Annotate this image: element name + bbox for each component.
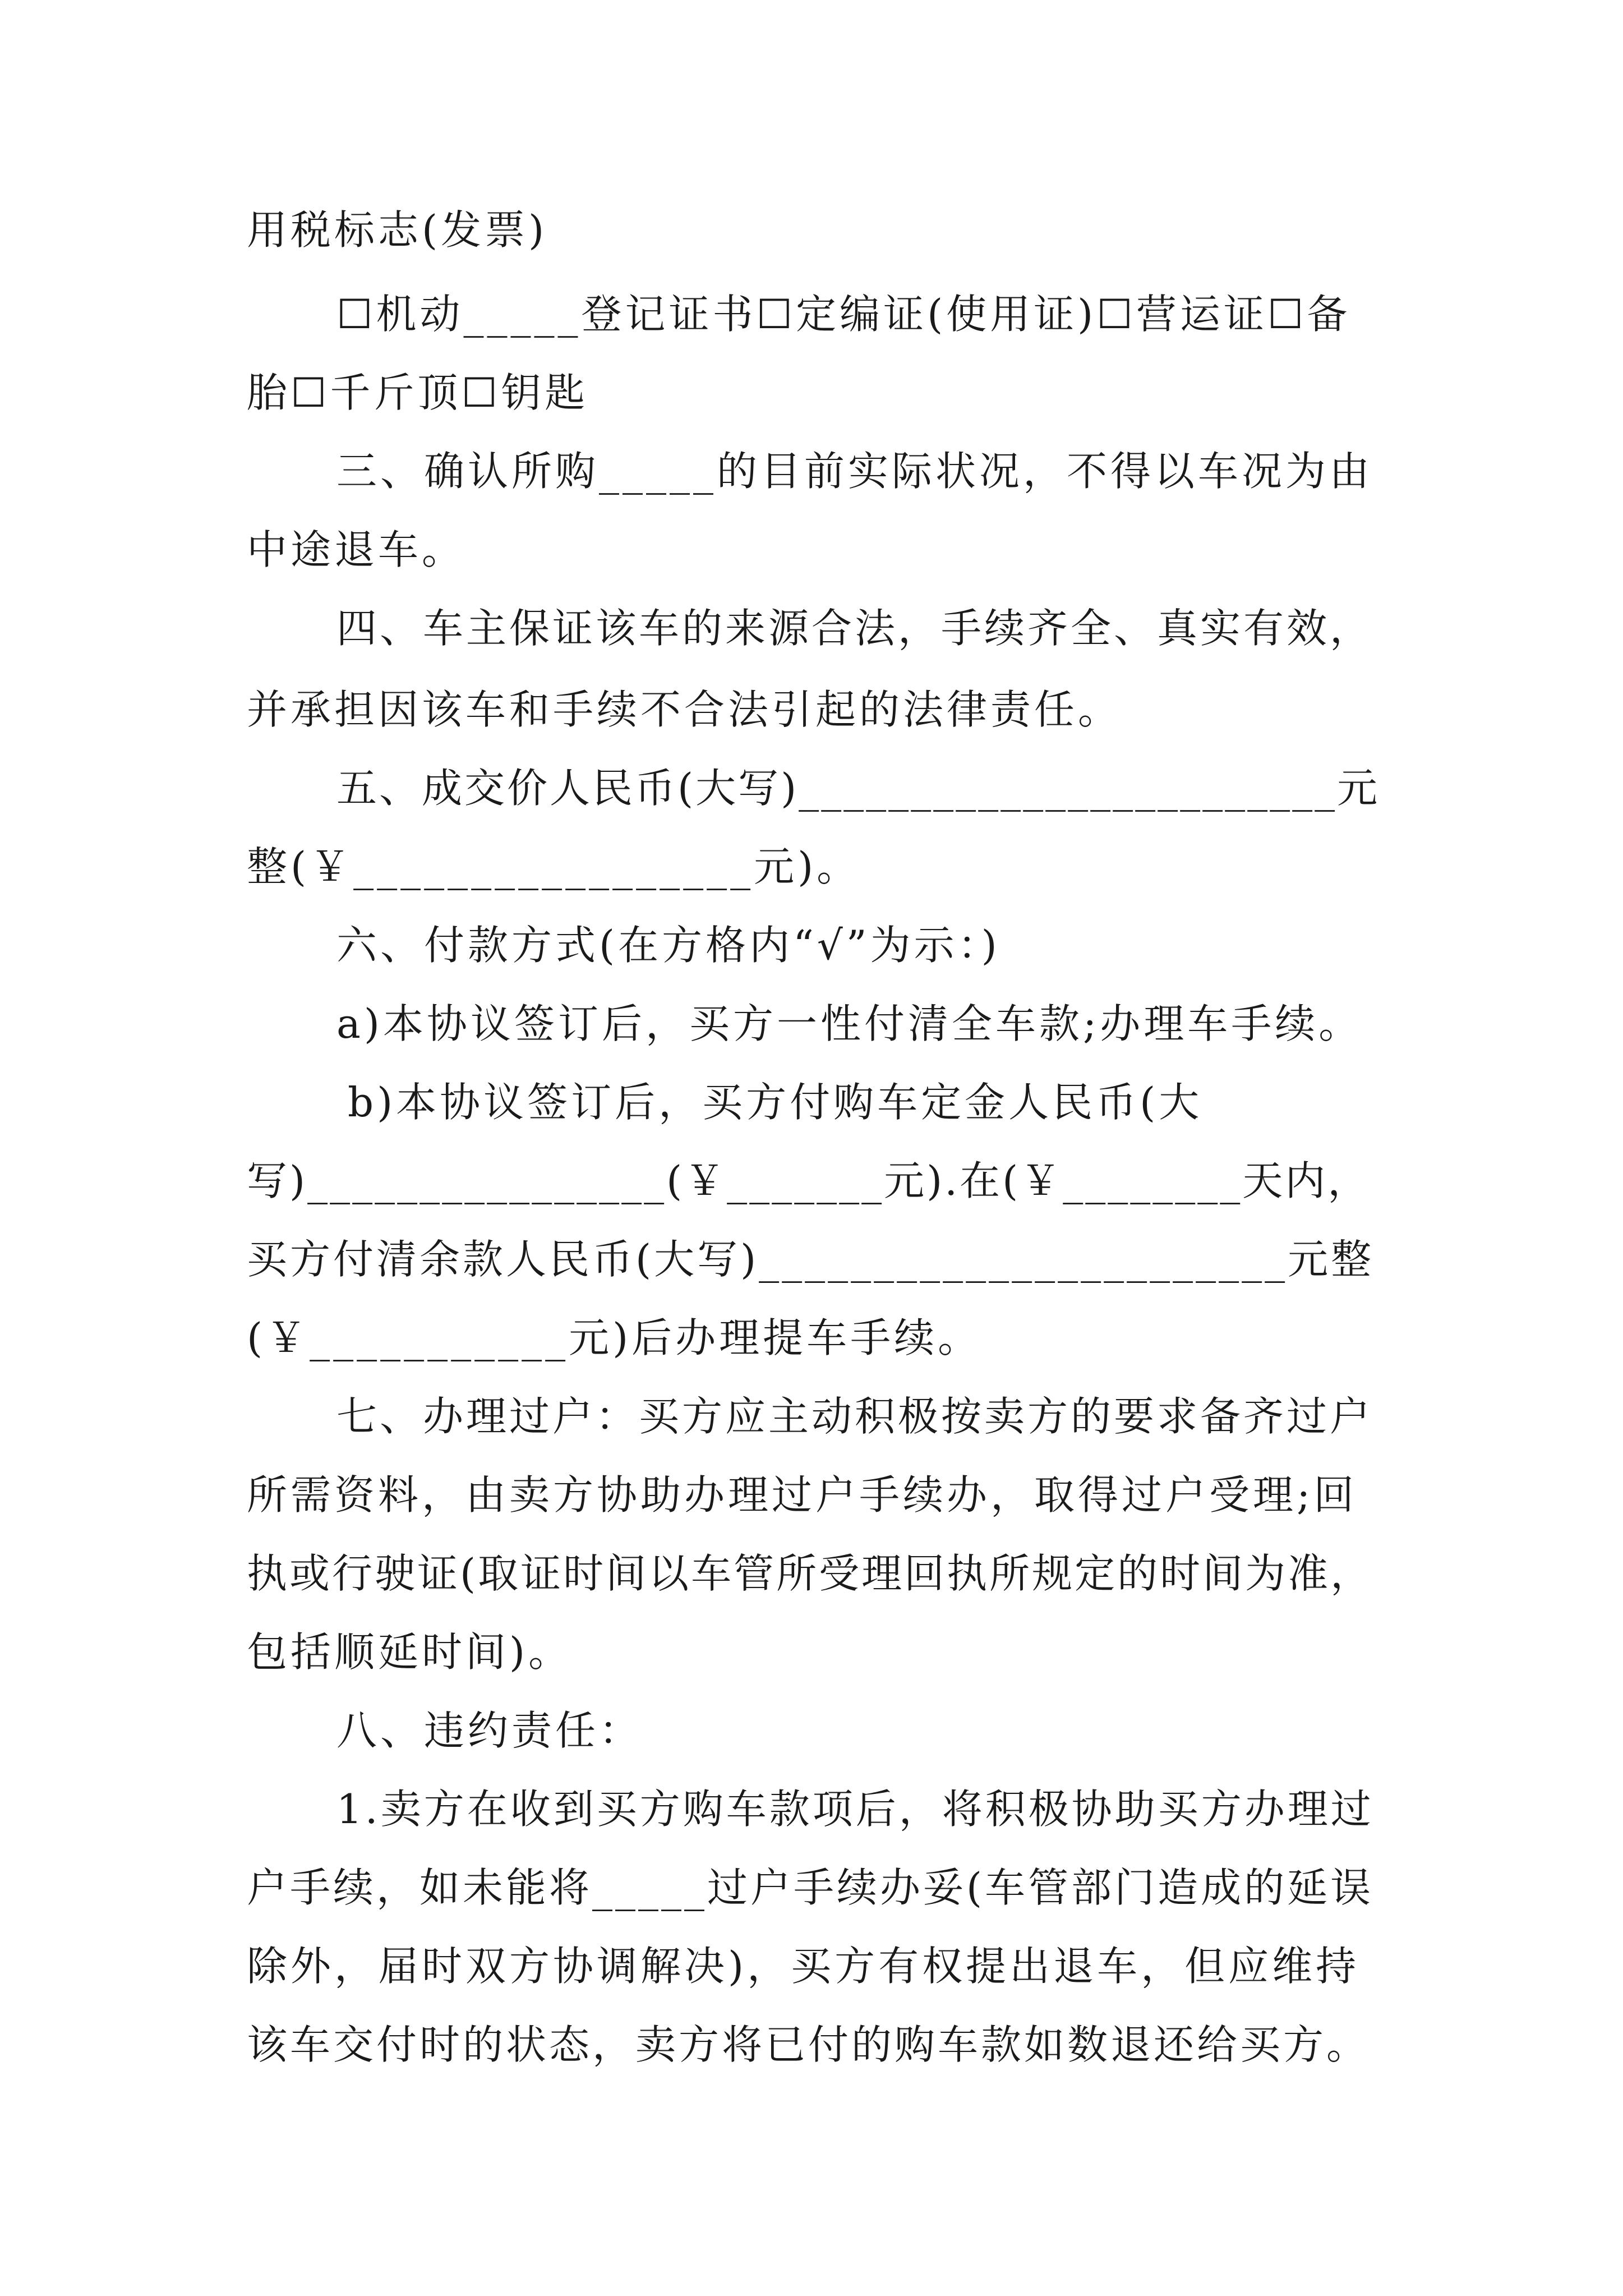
text-line: 五、成交价人民币(大写)________________________元 [336,765,1380,812]
text-line: 并承担因该车和手续不合法引起的法律责任。 [247,686,1122,733]
text-line: b)本协议签订后，买方付购车定金人民币(大 [348,1079,1203,1126]
text-line: 用税标志(发票) [247,206,548,254]
text-line: 整(￥_________________元)。 [247,843,861,890]
text-line: a)本协议签订后，买方一性付清全车款;办理车手续。 [336,1000,1363,1047]
text-line: 该车交付时的状态，卖方将已付的购车款如数退还给买方。 [247,2021,1370,2068]
text-line: 八、违约责任： [336,1707,643,1754]
text-line: 写)________________(￥_______元).在(￥________天内， [247,1157,1371,1204]
text-line: 所需资料，由卖方协助办理过户手续办，取得过户受理;回 [247,1471,1358,1519]
text-line: 七、办理过户：买方应主动积极按卖方的要求备齐过户 [336,1393,1373,1440]
text-line: ☐机动_____登记证书☐定编证(使用证)☐营运证☐备 [336,291,1351,338]
text-line: 三、确认所购_____的目前实际状况，不得以车况为由 [336,448,1373,495]
text-line: 户手续，如未能将_____过户手续办妥(车管部门造成的延误 [247,1864,1374,1911]
text-line: 除外，届时双方协调解决)，买方有权提出退车，但应维持 [247,1943,1360,1990]
text-line: 执或行驶证(取证时间以车管所受理回执所规定的时间为准， [247,1550,1373,1597]
text-line: 六、付款方式(在方格内“√”为示：) [336,922,1000,969]
text-line: 四、车主保证该车的来源合法，手续齐全、真实有效， [336,605,1373,652]
text-line: 1.卖方在收到买方购车款项后，将积极协助买方办理过 [336,1786,1374,1833]
text-line: 中途退车。 [247,526,466,573]
text-line: (￥___________元)后办理提车手续。 [247,1314,982,1361]
text-line: 买方付清余款人民币(大写)_______________________元整 [247,1236,1375,1283]
text-line: 胎☐千斤顶☐钥匙 [247,369,589,416]
text-line: 包括顺延时间)。 [247,1628,573,1676]
